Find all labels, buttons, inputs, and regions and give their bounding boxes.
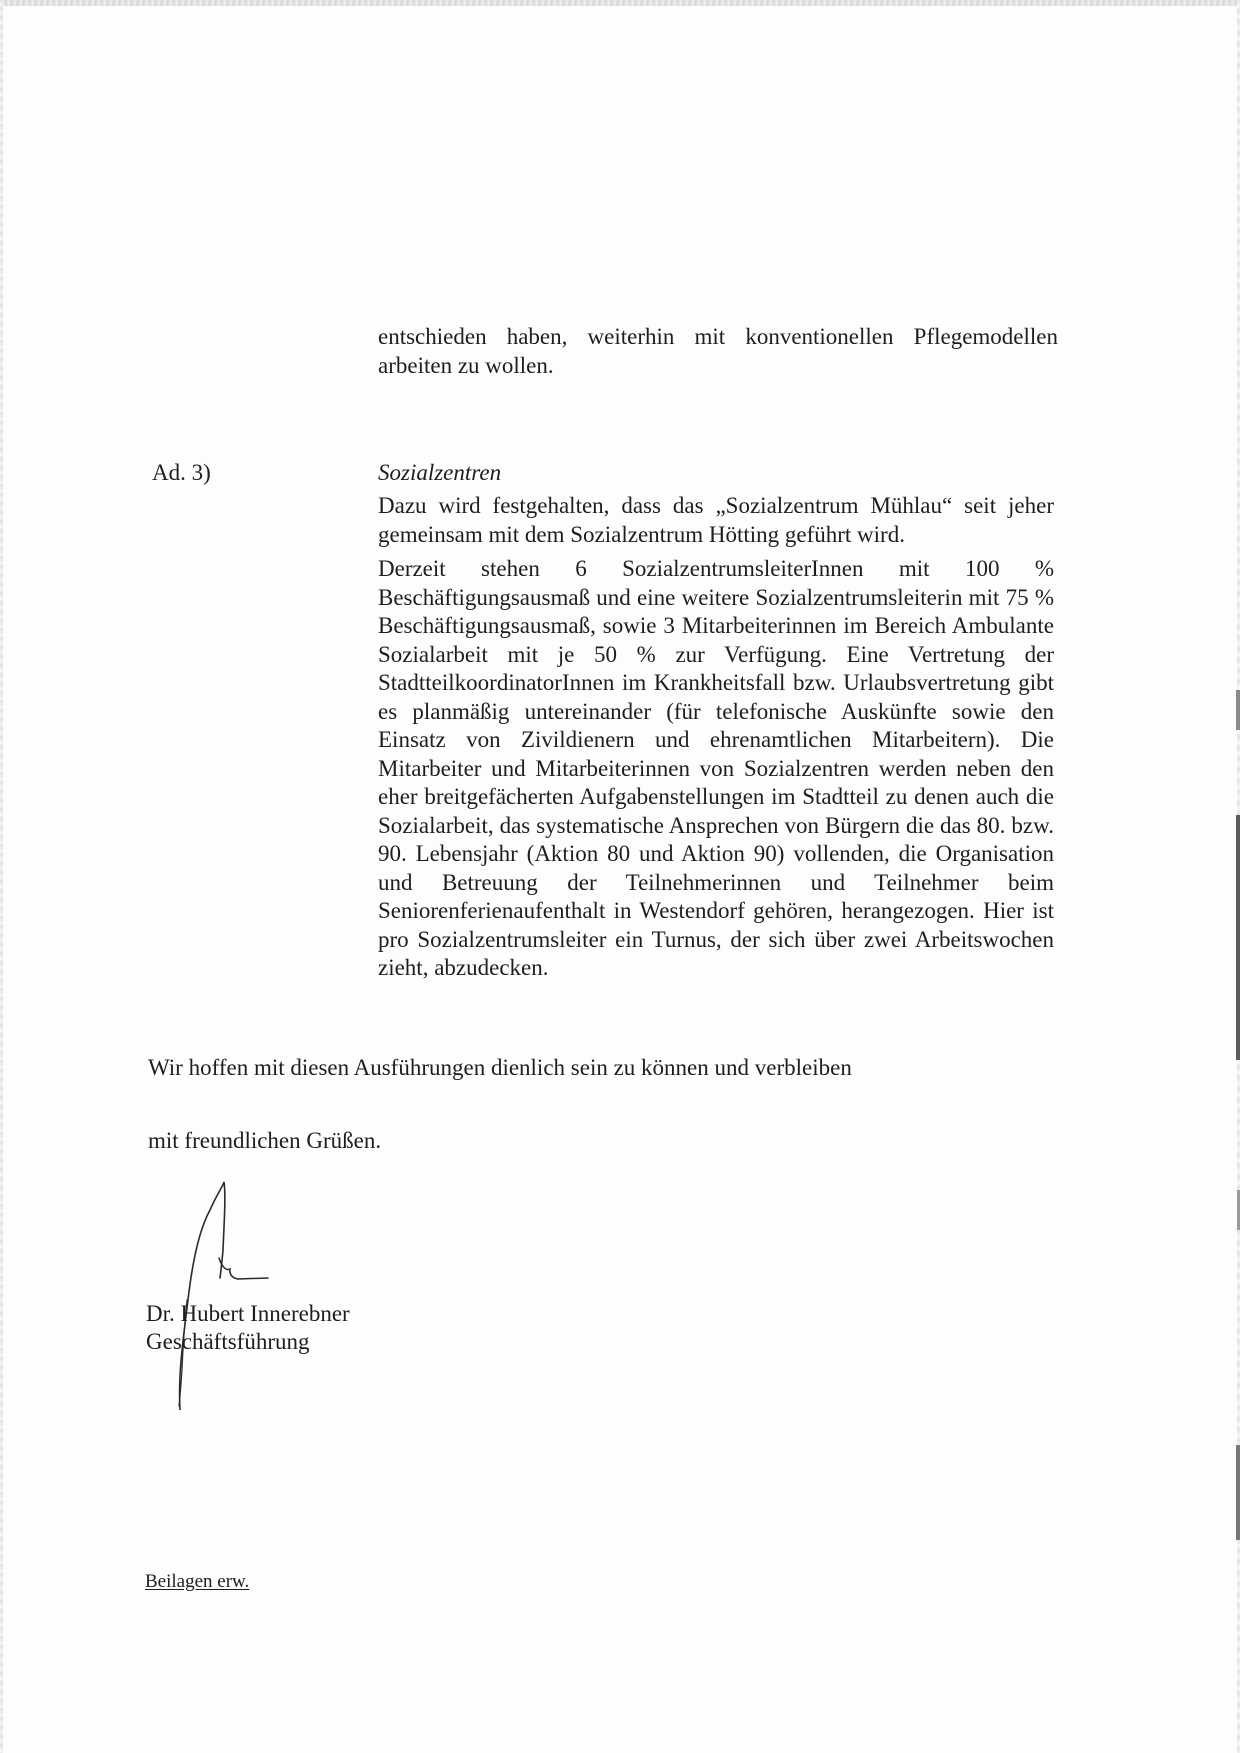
section-paragraph-2: Derzeit stehen 6 SozialzentrumsleiterInnen mit 100 % Beschäftigungsausmaß und eine weitere Sozialzentrumsleiterin mit 75 % Beschäftigungsausmaß, sowie 3 Mitarbeiterinnen im Bereich Ambulante Sozialarbeit mit je 50 % zur Verfügung. Eine Vertretung der StadtteilkoordinatorInnen im Krankheitsfall bzw. Urlaubsvertretung gibt es planmäßig untereinander (für telefonische Auskünfte sowie den Einsatz von Zivildienern und ehrenamtlichen Mitarbeitern). Die Mitarbeiter und Mitarbeiterinnen von Sozialzentren werden neben den eher breitgefächerten Aufgabenstellungen im Stadtteil zu denen auch die Sozialarbeit, das systematische Ansprechen von Bürgern die das 80. bzw. 90. Lebensjahr (Aktion 80 und Aktion 90) vollenden, die Organisation und Betreuung der Teilnehmerinnen und Teilnehmer beim Seniorenferienaufenthalt in Westendorf gehören, herangezogen. Hier ist pro Sozialzentrumsleiter ein Turnus, der sich über zwei Arbeitswochen zieht, abzudecken. [378,556,1054,980]
signatory-role: Geschäftsführung [146,1329,310,1354]
attachments-note: Beilagen erw. [145,1571,250,1592]
scan-artifact [1236,815,1240,1060]
section-label: Ad. 3) [152,460,211,485]
closing-sentence: Wir hoffen mit diesen Ausführungen dienlich sein zu können und verbleiben [148,1055,852,1080]
continuation-paragraph: entschieden haben, weiterhin mit konventionellen Pflegemodellen arbeiten zu wollen. [378,324,1058,378]
scan-artifact [1236,690,1240,730]
greeting: mit freundlichen Grüßen. [148,1128,382,1153]
section-paragraph-1: Dazu wird festgehalten, dass das „Sozialzentrum Mühlau“ seit jeher gemeinsam mit dem Sozialzentrum Hötting geführt wird. [378,493,1054,547]
signatory-name: Dr. Hubert Innerebner [146,1301,350,1326]
signature-stroke-main [180,1182,225,1410]
signature-stroke-hook [219,1258,268,1279]
section-heading: Sozialzentren [378,460,502,485]
scan-edge-top [0,0,1240,6]
scan-edge-left [0,0,3,1753]
scan-artifact [1236,1445,1240,1540]
handwritten-signature [150,1170,300,1410]
